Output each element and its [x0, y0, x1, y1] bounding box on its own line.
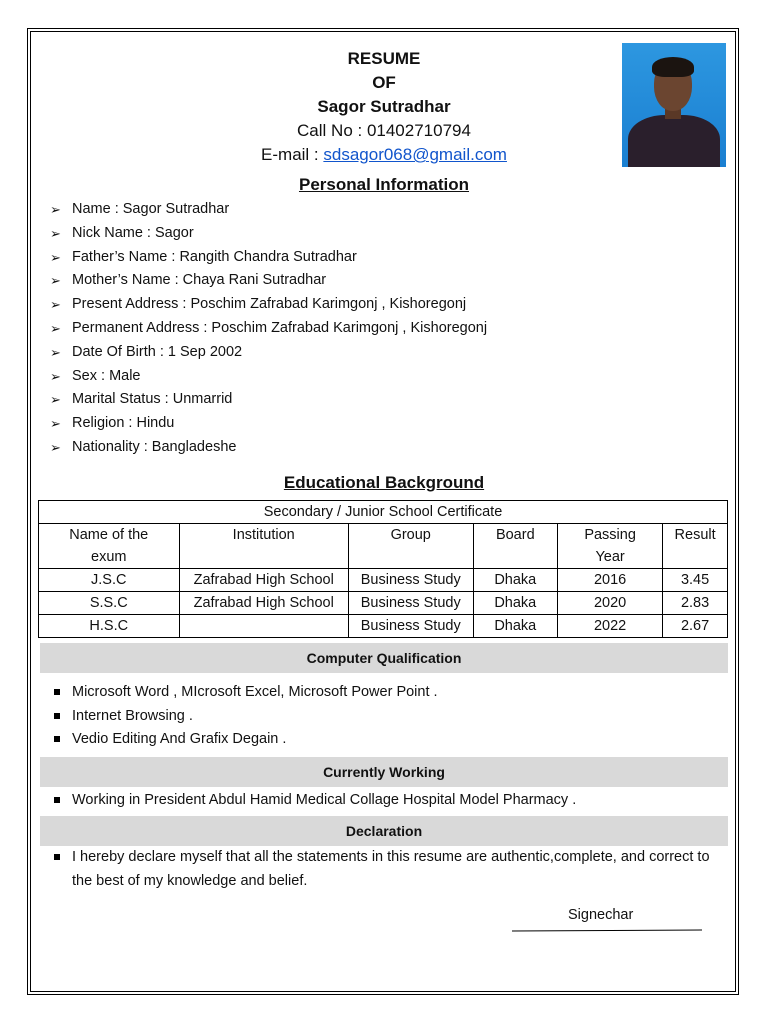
list-item — [50, 222, 487, 246]
table-cell: 2022 — [558, 615, 663, 638]
table-row — [39, 615, 728, 638]
table-caption: Secondary / Junior School Certificate — [39, 501, 728, 524]
education-table — [38, 500, 728, 638]
table-cell: Business Study — [348, 615, 473, 638]
table-cell: 2020 — [558, 592, 663, 615]
table-cell: Dhaka — [473, 569, 558, 592]
list-item-text: Working in President Abdul Hamid Medical Collage Hospital Model Pharmacy . — [72, 792, 577, 808]
table-header-cell: Result — [663, 524, 728, 569]
table-header-row — [39, 524, 728, 569]
resume-title: RESUME — [347, 49, 421, 68]
table-header-cell: Institution — [179, 524, 348, 569]
arrow-bullet-icon: ➢ — [50, 416, 61, 432]
list-item-text: Present Address : Poschim Zafrabad Karimgonj , Kishoregonj — [72, 296, 467, 313]
list-item-text: Internet Browsing . — [72, 707, 193, 724]
list-item-text: Date Of Birth : 1 Sep 2002 — [72, 343, 243, 360]
list-item — [50, 388, 487, 412]
candidate-name: Sagor Sutradhar — [317, 97, 451, 116]
list-item — [50, 681, 438, 705]
working-title: Currently Working — [40, 757, 728, 787]
list-item-text: Permanent Address : Poschim Zafrabad Karimgonj , Kishoregonj — [72, 319, 488, 336]
list-item — [50, 365, 487, 389]
arrow-bullet-icon: ➢ — [50, 344, 61, 360]
education-title: Educational Background — [283, 473, 485, 492]
table-header-cell: Name of the exum — [39, 524, 180, 569]
table-cell: S.S.C — [39, 592, 180, 615]
list-item-text: Marital Status : Unmarrid — [72, 391, 233, 408]
list-item-text: Mother’s Name : Chaya Rani Sutradhar — [72, 272, 327, 289]
table-cell: Business Study — [348, 592, 473, 615]
list-item — [50, 246, 487, 270]
list-item — [50, 317, 487, 341]
list-item — [50, 705, 438, 729]
table-cell: Zafrabad High School — [179, 569, 348, 592]
list-item-text: Father’s Name : Rangith Chandra Sutradhar — [72, 248, 357, 265]
personal-info-list — [50, 198, 487, 460]
table-header-cell: Passing Year — [558, 524, 663, 569]
list-item — [50, 293, 487, 317]
personal-info-title: Personal Information — [298, 175, 470, 194]
table-header-cell: Group — [348, 524, 473, 569]
arrow-bullet-icon: ➢ — [50, 297, 61, 313]
table-cell: 2.83 — [663, 592, 728, 615]
arrow-bullet-icon: ➢ — [50, 249, 61, 265]
table-cell: Zafrabad High School — [179, 592, 348, 615]
table-header-cell: Board — [473, 524, 558, 569]
list-item-text: Religion : Hindu — [72, 415, 175, 432]
table-row — [39, 569, 728, 592]
table-cell: Dhaka — [473, 592, 558, 615]
declaration-title: Declaration — [40, 816, 728, 846]
working-list — [50, 789, 576, 813]
computer-title: Computer Qualification — [40, 643, 728, 673]
email-link[interactable]: sdsagor068@gmail.com — [323, 145, 507, 164]
list-item — [50, 789, 576, 813]
list-item — [50, 436, 487, 460]
table-cell: Dhaka — [473, 615, 558, 638]
arrow-bullet-icon: ➢ — [50, 320, 61, 336]
list-item — [50, 269, 487, 293]
table-cell: 2.67 — [663, 615, 728, 638]
arrow-bullet-icon: ➢ — [50, 202, 61, 217]
list-item-text: Microsoft Word , MIcrosoft Excel, Microsoft Power Point . — [72, 684, 438, 700]
resume-of: OF — [372, 73, 396, 92]
table-cell: Business Study — [348, 569, 473, 592]
list-item — [50, 728, 438, 752]
table-cell: H.S.C — [39, 615, 180, 638]
list-item-text: Name : Sagor Sutradhar — [72, 201, 230, 217]
list-item — [50, 198, 487, 222]
table-cell: J.S.C — [39, 569, 180, 592]
arrow-bullet-icon: ➢ — [50, 273, 61, 289]
arrow-bullet-icon: ➢ — [50, 439, 61, 455]
table-cell: 2016 — [558, 569, 663, 592]
table-cell: 3.45 — [663, 569, 728, 592]
list-item-text: Nick Name : Sagor — [72, 224, 194, 241]
list-item-text: Nationality : Bangladeshe — [72, 438, 237, 455]
computer-list — [50, 681, 438, 752]
list-item — [50, 341, 487, 365]
call-number: Call No : 01402710794 — [297, 121, 471, 140]
list-item — [50, 846, 730, 893]
list-item-text: I hereby declare myself that all the statements in this resume are authentic,complete, and correct to the best of my knowledge and belief. — [72, 849, 710, 889]
email-label: E-mail : — [261, 145, 324, 164]
list-item-text: Sex : Male — [72, 367, 141, 384]
arrow-bullet-icon: ➢ — [50, 225, 61, 241]
arrow-bullet-icon: ➢ — [50, 392, 61, 408]
arrow-bullet-icon: ➢ — [50, 368, 61, 384]
list-item-text: Vedio Editing And Grafix Degain . — [72, 731, 287, 747]
declaration-list — [50, 846, 730, 893]
table-row — [39, 592, 728, 615]
signature-label: Signechar — [568, 907, 634, 923]
list-item — [50, 412, 487, 436]
table-cell — [179, 615, 348, 638]
profile-photo — [622, 43, 726, 167]
